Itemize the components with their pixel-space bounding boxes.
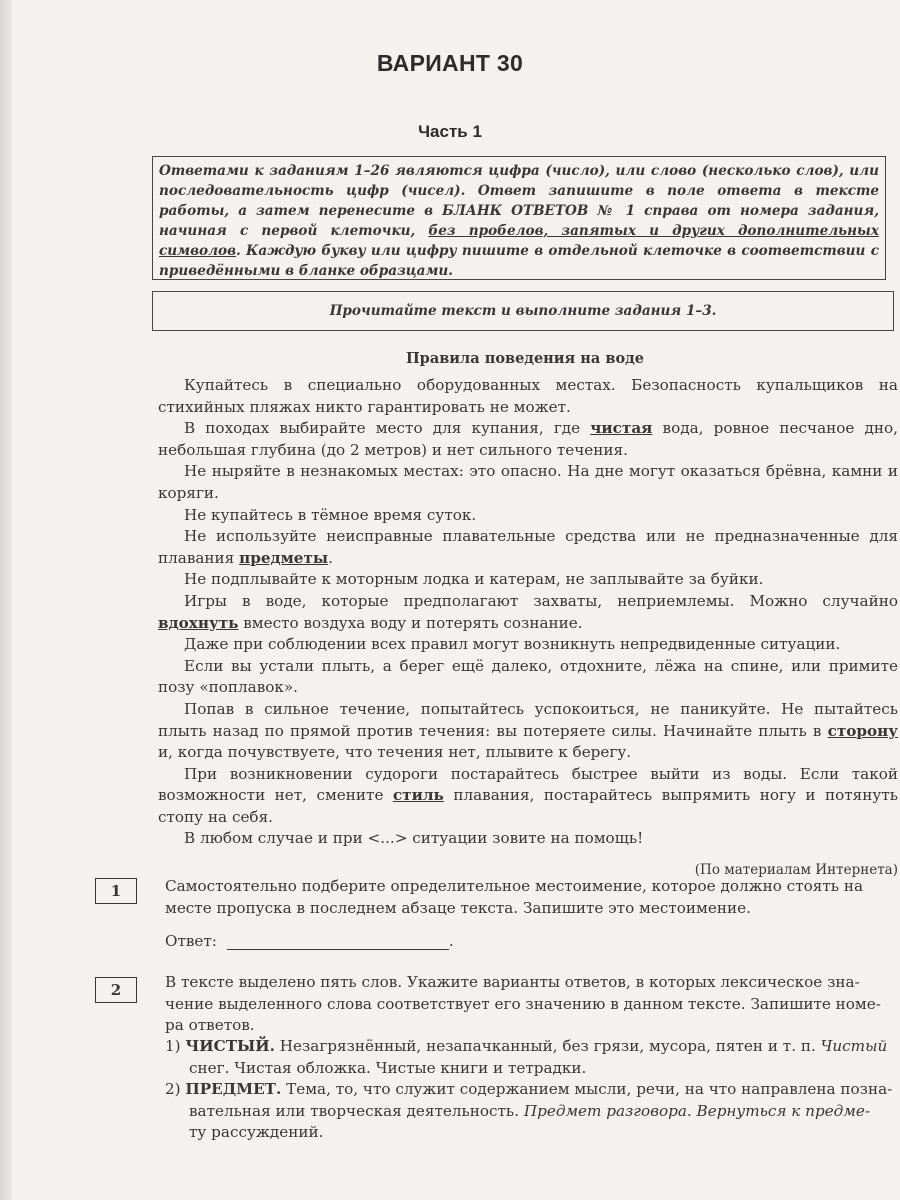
option-1: 1) ЧИСТЫЙ. Незагрязнённый, незапачканный, без грязи, мусора, пятен и т. п. Чистый — [165, 1037, 888, 1055]
highlighted-word: сторону — [827, 721, 898, 740]
paragraph: Попав в сильное течение, попытайтесь успокоиться, не паникуйте. Не пытайтесь плыть назад по прямой против течения: вы потеряете силы. Начинайте плыть в сторону и, когда почувствуете, что течения нет, плывите к берегу. — [158, 699, 898, 762]
passage-source: (По материалам Интернета) — [694, 862, 898, 879]
option-1-examples: снег. Чистая обложка. Чистые книги и тетрадки. — [189, 1058, 587, 1077]
paragraph: Игры в воде, которые предполагают захваты, неприемлемы. Можно случайно вдохнуть вместо воздуха воду и потерять сознание. — [158, 591, 898, 632]
read-prompt-box: Прочитайте текст и выполните задания 1–3. — [152, 291, 894, 331]
task-1-text: Самостоятельно подберите определительное местоимение, которое должно стоять на месте пропуска в последнем абзаце текста. Запишите это местоимение. — [165, 877, 863, 917]
task-number-1: 1 — [95, 878, 137, 904]
task-number-2: 2 — [95, 977, 137, 1003]
paragraph: Не подплывайте к моторным лодка и катерам, не заплывайте за буйки. — [184, 570, 764, 589]
instructions-text: Ответами к заданиям 1–26 являются цифра (число), или слово (несколько слов), или последовательность цифр (чисел). Ответ запишите в поле ответа в тексте работы, а затем перенесите в БЛАНК ОТВЕТОВ № 1 справа от номера задания, начиная с первой клеточки, — [159, 163, 879, 239]
highlighted-word: предметы — [239, 548, 329, 567]
task-2-options — [165, 1036, 900, 1144]
passage-title: Правила поведения на воде — [405, 350, 645, 367]
highlighted-word: вдохнуть — [158, 613, 239, 632]
paragraph: При возникновении судороги постарайтесь быстрее выйти из воды. Если такой возможности нет, смените стиль плавания, постарайтесь выпрямить ногу и потянуть стопу на себя. — [158, 764, 898, 826]
paragraph: Купайтесь в специально оборудованных местах. Безопасность купальщиков на стихийных пляжах никто гарантировать не может. — [158, 376, 898, 416]
paragraph: Даже при соблюдении всех правил могут возникнуть непредвиденные ситуации. — [184, 635, 841, 654]
paragraph: Не купайтесь в тёмное время суток. — [184, 505, 477, 524]
paragraph: В любом случае и при <...> ситуации зовите на помощь! — [184, 829, 644, 848]
variant-title: ВАРИАНТ 30 — [376, 50, 524, 76]
option-2: 2) ПРЕДМЕТ. Тема, то, что служит содержанием мысли, речи, на что направлена позна- — [165, 1080, 893, 1098]
paragraph: В походах выбирайте место для купания, где чистая вода, ровное песчаное дно, небольшая глубина (до 2 метров) и нет сильного течения. — [158, 419, 898, 459]
passage — [158, 375, 898, 882]
option-2-examples: ту рассуждений. — [189, 1123, 324, 1141]
option-2-cont: вательная или творческая деятельность. Предмет разговора. Вернуться к предме- — [189, 1101, 871, 1120]
answer-field[interactable] — [227, 933, 449, 950]
paragraph: Не ныряйте в незнакомых местах: это опасно. На дне могут оказаться брёвна, камни и коряги. — [158, 462, 898, 502]
part-title: Часть 1 — [418, 122, 482, 141]
page-edge — [0, 0, 12, 1200]
answer-label: Ответ: — [165, 932, 217, 950]
task-1-answer-row: Ответ: . — [165, 932, 454, 950]
paragraph: Если вы устали плыть, а берег ещё далеко, отдохните, лёжа на спине, или примите позу «поплавок». — [158, 656, 898, 697]
instructions-text-end: . Каждую букву или цифру пишите в отдельной клеточке в соответствии с приведёнными в бланке образцами. — [159, 243, 879, 279]
paragraph: Не используйте неисправные плавательные средства или не предназначенные для плавания предметы. — [158, 527, 898, 567]
instructions-underlined: без пробелов, запятых и других дополнительных символов — [159, 223, 879, 259]
highlighted-word: стиль — [392, 786, 444, 805]
highlighted-word: чистая — [590, 419, 653, 438]
instructions-box — [152, 156, 886, 280]
task-2-text: В тексте выделено пять слов. Укажите варианты ответов, в которых лексическое зна- чение выделенного слова соответствует его значению в данном тексте. Запишите номе- ра ответов. — [165, 973, 881, 1034]
